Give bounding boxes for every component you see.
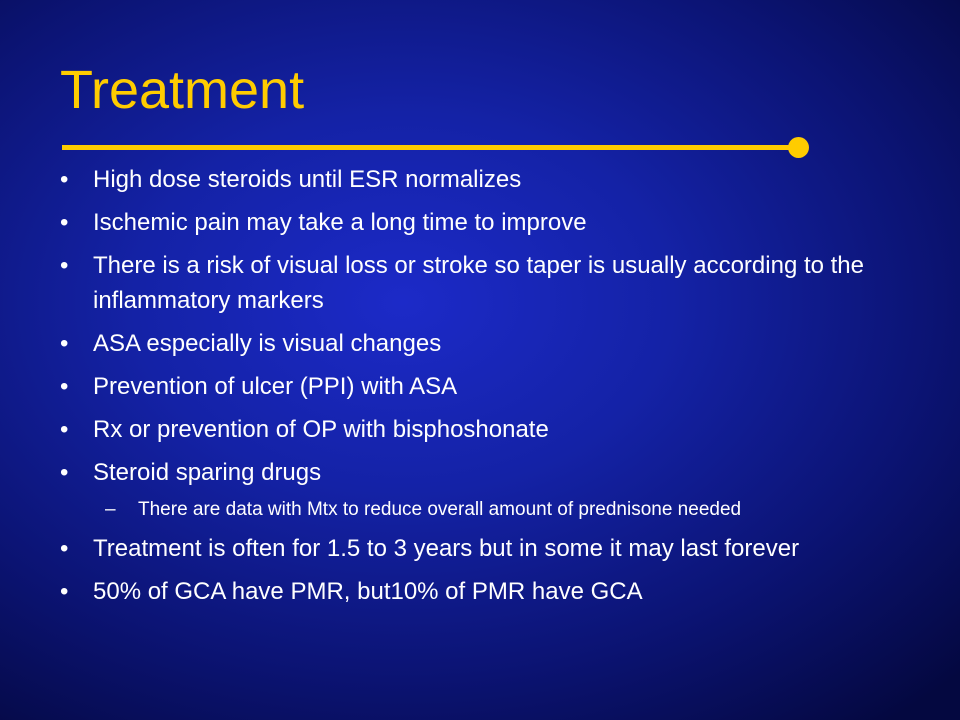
bullet-item	[60, 248, 900, 318]
bullet-icon: •	[60, 578, 69, 605]
bullet-text: Ischemic pain may take a long time to improve	[93, 209, 587, 236]
bullet-item	[60, 369, 900, 404]
dash-icon: –	[105, 499, 116, 520]
bullet-icon: •	[60, 535, 69, 562]
title-underline	[62, 145, 797, 150]
bullet-item	[60, 455, 900, 523]
bullet-text: Rx or prevention of OP with bisphoshonate	[93, 416, 549, 443]
bullet-list	[60, 154, 900, 609]
bullet-text: Treatment is often for 1.5 to 3 years but in some it may last forever	[93, 535, 800, 562]
bullet-item	[60, 531, 900, 566]
sub-bullet-list	[93, 496, 900, 523]
bullet-item	[60, 162, 900, 197]
bullet-icon: •	[60, 330, 69, 357]
bullet-text: ASA especially is visual changes	[93, 330, 442, 357]
bullet-text: High dose steroids until ESR normalizes	[93, 166, 522, 193]
bullet-text: There is a risk of visual loss or stroke so taper is usually according to the inflammatory markers	[93, 252, 864, 314]
bullet-text: Steroid sparing drugs	[93, 459, 322, 486]
slide-title: Treatment	[60, 60, 305, 120]
bullet-icon: •	[60, 459, 69, 486]
bullet-item	[60, 326, 900, 361]
bullet-icon: •	[60, 373, 69, 400]
bullet-text: Prevention of ulcer (PPI) with ASA	[93, 373, 458, 400]
bullet-icon: •	[60, 209, 69, 236]
bullet-icon: •	[60, 252, 69, 279]
bullet-icon: •	[60, 416, 69, 443]
bullet-item	[60, 574, 900, 609]
sub-bullet-text: There are data with Mtx to reduce overall amount of prednisone needed	[138, 499, 742, 520]
bullet-icon: •	[60, 166, 69, 193]
bullet-item	[60, 205, 900, 240]
sub-bullet-item	[93, 496, 900, 523]
bullet-item	[60, 412, 900, 447]
bullet-text: 50% of GCA have PMR, but10% of PMR have GCA	[93, 578, 643, 605]
